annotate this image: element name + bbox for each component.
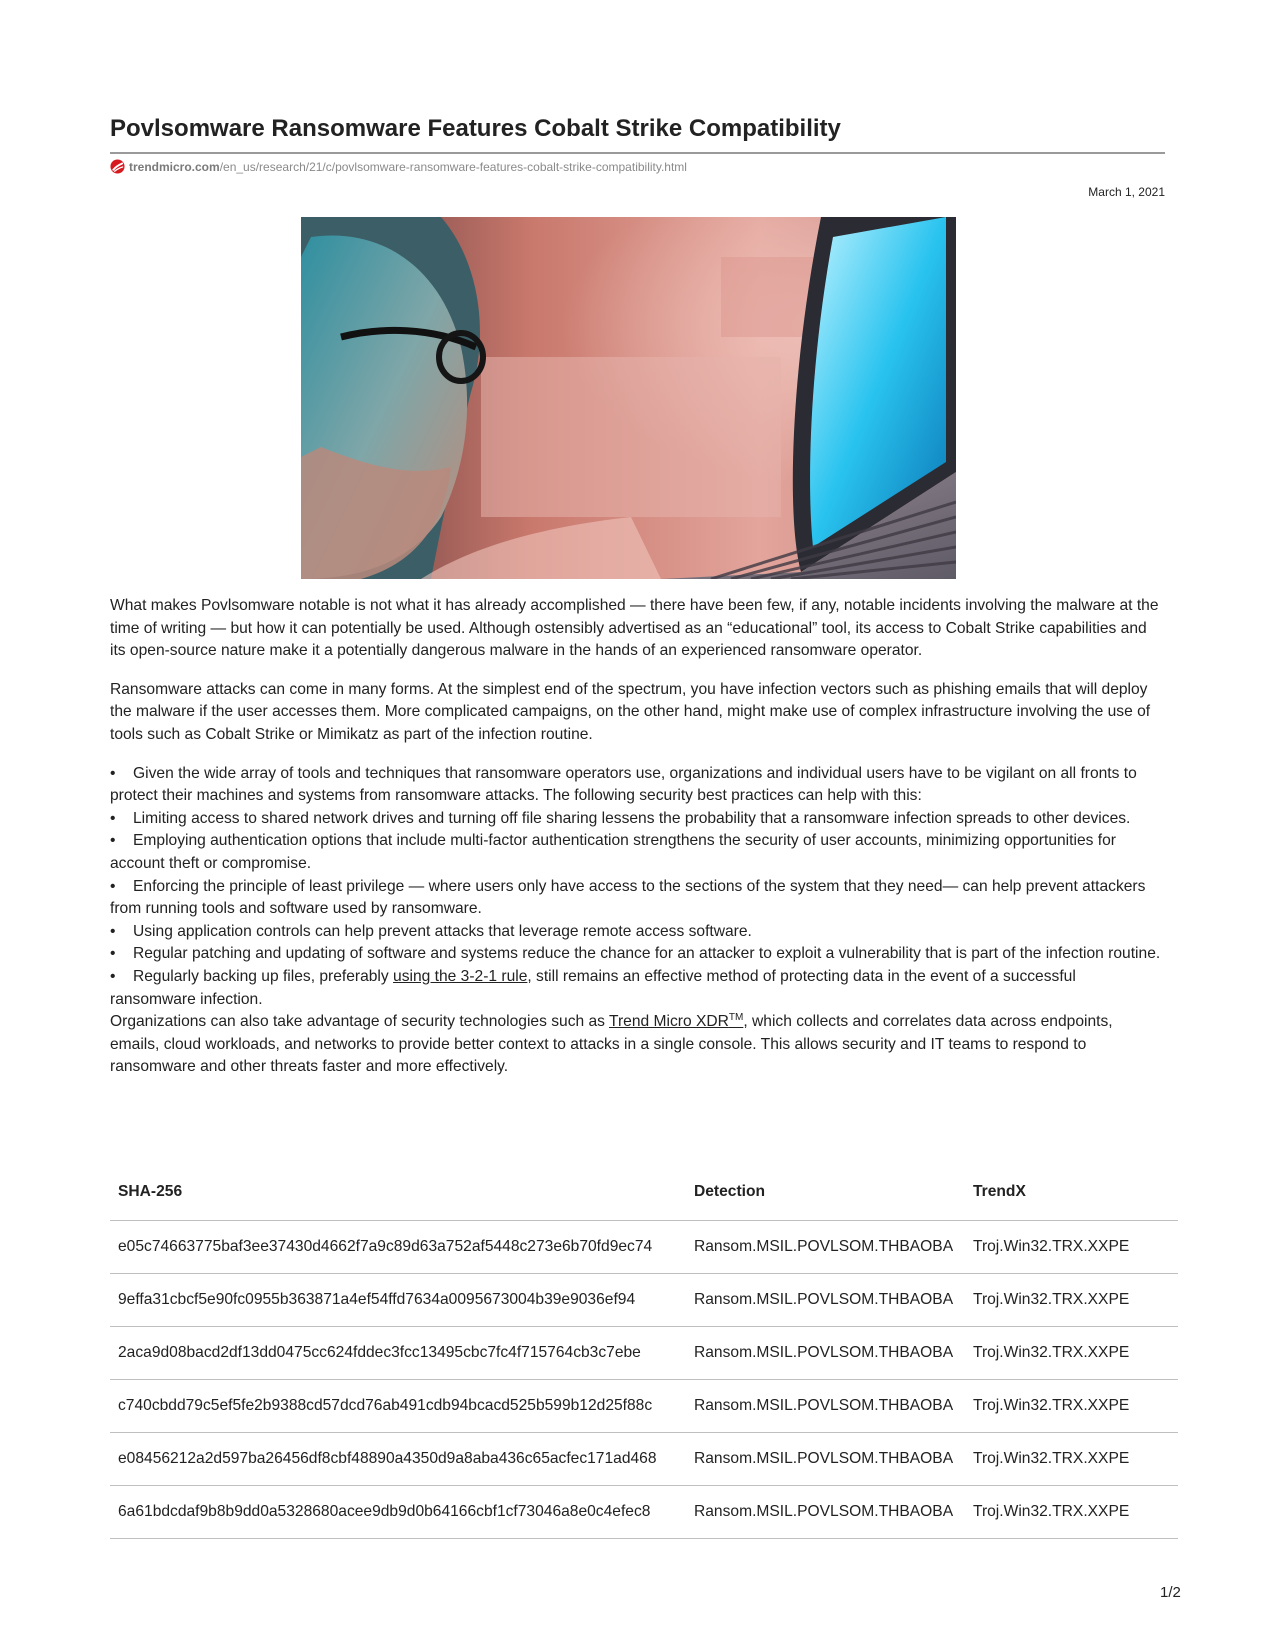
detection-cell: Ransom.MSIL.POVLSOM.THBAOBA xyxy=(686,1274,965,1327)
list-item: • Using application controls can help prevent attacks that leverage remote access software. xyxy=(110,921,1165,944)
bullet-dot-icon: • xyxy=(110,945,116,963)
best-practices-list xyxy=(110,763,1165,1012)
table-header-row xyxy=(110,1164,1178,1221)
detection-cell: Ransom.MSIL.POVLSOM.THBAOBA xyxy=(686,1380,965,1433)
source-domain: trendmicro.com xyxy=(129,160,220,174)
detection-cell: Ransom.MSIL.POVLSOM.THBAOBA xyxy=(686,1433,965,1486)
sha256-cell: 2aca9d08bacd2df13dd0475cc624fddec3fcc13495cbc7fc4f715764cb3c7ebe xyxy=(110,1327,686,1380)
detection-cell: Ransom.MSIL.POVLSOM.THBAOBA xyxy=(686,1221,965,1274)
article-body xyxy=(110,595,1165,1095)
sha256-cell: e08456212a2d597ba26456df8cbf48890a4350d9a8aba436c65acfec171ad468 xyxy=(110,1433,686,1486)
trendx-cell: Troj.Win32.TRX.XXPE xyxy=(965,1327,1178,1380)
list-item: • Given the wide array of tools and techniques that ransomware operators use, organizations and individual users have to be vigilant on all fronts to protect their machines and systems from ransomware attacks. The following security best practices can help with this: xyxy=(110,764,1137,805)
detection-cell: Ransom.MSIL.POVLSOM.THBAOBA xyxy=(686,1327,965,1380)
trendx-column-header: TrendX xyxy=(965,1164,1178,1221)
bullet-dot-icon: • xyxy=(110,967,116,985)
trademark-superscript: TM xyxy=(728,1011,744,1023)
table-row xyxy=(110,1221,1178,1274)
sha256-column-header: SHA-256 xyxy=(110,1164,686,1221)
bullet-dot-icon: • xyxy=(110,832,116,850)
ioc-table xyxy=(110,1164,1178,1539)
bullet-dot-icon: • xyxy=(110,877,116,895)
table-row xyxy=(110,1327,1178,1380)
trend-micro-xdr-link[interactable]: Trend Micro XDR™ xyxy=(609,1011,744,1031)
table-row xyxy=(110,1486,1178,1539)
man-at-laptop-photo xyxy=(301,217,956,579)
sha256-cell: 6a61bdcdaf9b8b9dd0a5328680acee9db9d0b64166cbf1cf73046a8e0c4efec8 xyxy=(110,1486,686,1539)
table-row xyxy=(110,1433,1178,1486)
closing-paragraph: Organizations can also take advantage of security technologies such as Trend Micro XDR™, which collects and correlates data across endpoints, emails, cloud workloads, and networks to provide better context to attacks in a single console. This allows security and IT teams to respond to ransomware and other threats faster and more effectively. xyxy=(110,1011,1113,1076)
3-2-1-rule-link[interactable]: using the 3-2-1 rule xyxy=(393,967,528,985)
source-url[interactable] xyxy=(110,159,687,175)
list-item: • Enforcing the principle of least privilege — where users only have access to the sections of the system that they need— can help prevent attackers from running tools and software used by ransomware. xyxy=(110,877,1146,918)
list-item: • Employing authentication options that include multi-factor authentication strengthens the security of user accounts, minimizing opportunities for account theft or compromise. xyxy=(110,832,1116,872)
bullet-dot-icon: • xyxy=(110,809,116,827)
title-divider xyxy=(110,152,1165,154)
trendmicro-logo-icon xyxy=(110,159,125,174)
bullet-dot-icon: • xyxy=(110,764,116,782)
article-title: Povlsomware Ransomware Features Cobalt Strike Compatibility xyxy=(110,115,841,142)
hero-image xyxy=(301,217,956,579)
page-number: 1/2 xyxy=(1160,1584,1181,1601)
sha256-cell: 9effa31cbcf5e90fc0955b363871a4ef54ffd7634a0095673004b39e9036ef94 xyxy=(110,1274,686,1327)
intro-paragraph: What makes Povlsomware notable is not what it has already accomplished — there have been few, if any, notable incidents involving the malware at the time of writing — but how it can potentially be used. Although ostensibly advertised as an “educational” tool, its access to Cobalt Strike capabilities and its open-source nature make it a potentially dangerous malware in the hands of an experienced ransomware operator. xyxy=(110,597,1159,660)
detection-column-header: Detection xyxy=(686,1164,965,1221)
bullet-dot-icon: • xyxy=(110,922,116,940)
table-row xyxy=(110,1380,1178,1433)
trendx-cell: Troj.Win32.TRX.XXPE xyxy=(965,1433,1178,1486)
detection-cell: Ransom.MSIL.POVLSOM.THBAOBA xyxy=(686,1486,965,1539)
publish-date: March 1, 2021 xyxy=(1088,185,1165,199)
table-row xyxy=(110,1274,1178,1327)
sha256-cell: e05c74663775baf3ee37430d4662f7a9c89d63a752af5448c273e6b70fd9ec74 xyxy=(110,1221,686,1274)
trendx-cell: Troj.Win32.TRX.XXPE xyxy=(965,1380,1178,1433)
list-item: • Regularly backing up files, preferably using the 3-2-1 rule, still remains an effective method of protecting data in the event of a successful ransomware infection. xyxy=(110,967,1076,1008)
trendx-cell: Troj.Win32.TRX.XXPE xyxy=(965,1274,1178,1327)
trendx-cell: Troj.Win32.TRX.XXPE xyxy=(965,1221,1178,1274)
list-item: • Regular patching and updating of software and systems reduce the chance for an attacker to exploit a vulnerability that is part of the infection routine. xyxy=(110,943,1165,966)
sha256-cell: c740cbdd79c5ef5fe2b9388cd57dcd76ab491cdb94bcacd525b599b12d25f88c xyxy=(110,1380,686,1433)
ransomware-forms-paragraph: Ransomware attacks can come in many forms. At the simplest end of the spectrum, you have infection vectors such as phishing emails that will deploy the malware if the user accesses them. More complicated campaigns, on the other hand, might make use of complex infrastructure involving the use of tools such as Cobalt Strike or Mimikatz as part of the infection routine. xyxy=(110,680,1151,743)
list-item: • Limiting access to shared network drives and turning off file sharing lessens the probability that a ransomware infection spreads to other devices. xyxy=(110,808,1165,831)
trendx-cell: Troj.Win32.TRX.XXPE xyxy=(965,1486,1178,1539)
source-path: /en_us/research/21/c/povlsomware-ransomware-features-cobalt-strike-compatibility.html xyxy=(219,160,687,174)
